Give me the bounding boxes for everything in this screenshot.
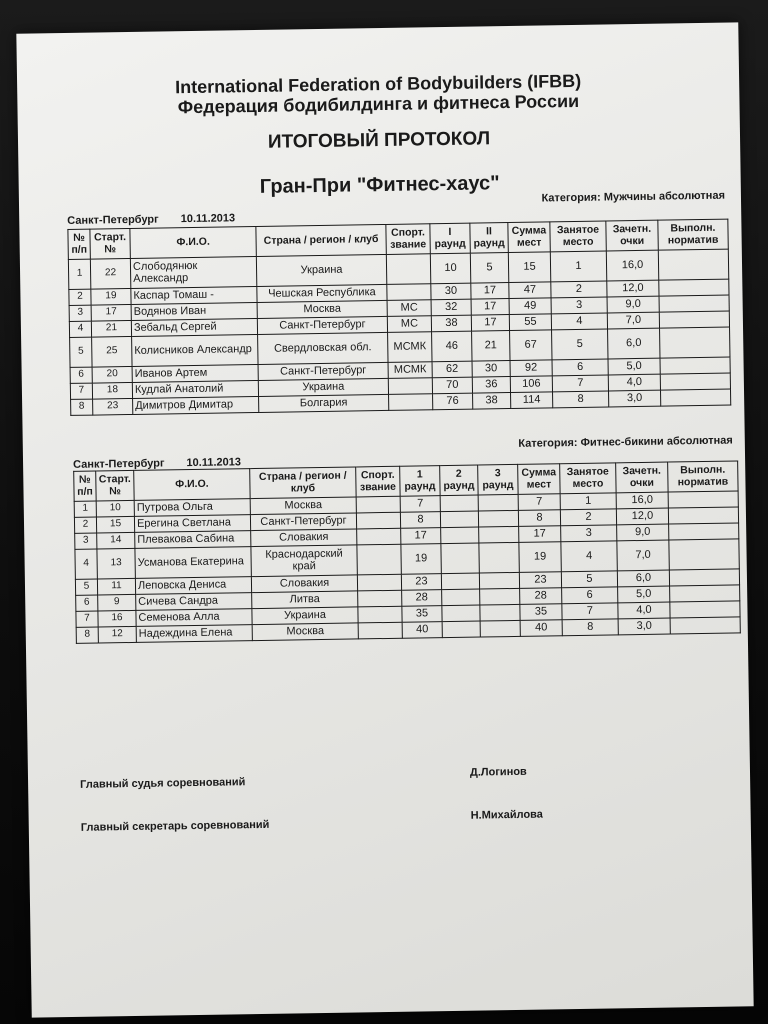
cell-norm [658,249,728,280]
cell-place: 6 [562,587,618,604]
cell-start: 12 [98,626,136,643]
cell-n: 3 [75,533,97,549]
cell-r3 [480,620,520,637]
cell-sum: 28 [520,588,562,605]
column-header: Сумма мест [518,464,560,495]
cell-norm [670,585,740,602]
cell-rank [358,590,402,607]
cell-norm [660,327,730,358]
cell-points: 7,0 [617,540,669,571]
cell-norm [659,279,729,296]
cell-r1: 35 [402,606,442,623]
bikini-results-table [73,460,741,643]
cell-rank [356,496,400,513]
cell-norm [668,507,738,524]
cell-rank: МС [387,316,431,333]
cell-norm [660,389,730,406]
cell-n: 8 [71,399,93,415]
cell-r3 [479,526,519,543]
cell-name: Кудлай Анатолий [132,380,258,398]
cell-points: 9,0 [617,524,669,541]
cell-place: 7 [552,375,608,392]
cell-r1: 23 [401,574,441,591]
cell-name: Усманова Екатерина [135,547,251,579]
cell-name: Иванов Артем [132,364,258,382]
cell-points: 4,0 [618,602,670,619]
cell-start: 10 [96,500,134,517]
cell-n: 7 [70,383,92,399]
cell-rank [386,254,430,285]
cell-r1: 7 [400,496,440,513]
cell-r1: 38 [431,315,471,332]
cell-r2: 17 [471,315,509,332]
cell-r1: 62 [432,361,472,378]
event-title: Гран-При "Фитнес-хаус" [259,172,500,198]
cell-points: 5,0 [608,358,660,375]
cell-region: Москва [257,300,387,318]
cell-norm [659,295,729,312]
cell-sum: 19 [519,542,561,573]
column-header: Ф.И.О. [134,469,250,501]
cell-place: 2 [560,509,616,526]
cell-name: Каспар Томаш - [131,286,257,304]
cell-r2: 30 [472,361,510,378]
cell-n: 1 [74,501,96,517]
men-date: 10.11.2013 [180,212,236,226]
cell-n: 5 [70,337,92,367]
cell-name: Колисников Александр [132,334,258,366]
cell-place: 4 [561,541,617,572]
cell-region: Москва [252,623,358,641]
cell-rank: МСМК [388,362,432,379]
cell-start: 18 [92,382,132,399]
cell-place: 7 [562,603,618,620]
cell-rank [388,378,432,395]
column-header: Зачетн. очки [606,220,658,251]
cell-name: Леповска Дениса [135,577,251,595]
cell-name: Зебальд Сергей [131,318,257,336]
cell-r2: 38 [473,393,511,410]
chief-judge-name: Д.Логинов [469,765,527,779]
column-header: 1 раунд [400,466,440,497]
cell-name: Семенова Алла [136,609,252,627]
cell-r2 [440,511,478,528]
cell-r2 [440,495,478,512]
cell-start: 16 [98,610,136,627]
cell-r3 [479,542,519,573]
cell-rank [357,544,401,575]
column-header: Старт. № [96,470,134,501]
cell-rank: МС [387,300,431,317]
column-header: Страна / регион / клуб [256,224,386,256]
cell-r1: 10 [430,253,470,284]
bikini-table-body [74,491,740,643]
cell-points: 5,0 [618,586,670,603]
cell-r1: 28 [402,590,442,607]
cell-n: 1 [68,259,90,289]
cell-points: 3,0 [618,618,670,635]
cell-start: 25 [92,336,132,367]
cell-start: 17 [91,304,131,321]
cell-norm [659,311,729,328]
federation-name-ru: Федерация бодибилдинга и фитнеса России [177,90,580,118]
column-header: Выполн. норматив [668,461,738,492]
cell-start: 11 [97,578,135,595]
cell-name: Надеждина Елена [136,625,252,643]
cell-sum: 23 [519,572,561,589]
cell-region: Краснодарский край [251,545,357,577]
cell-r2 [441,573,479,590]
cell-r2: 36 [472,377,510,394]
cell-start: 20 [92,366,132,383]
chief-judge-label: Главный судья соревнований [80,776,246,791]
cell-rank [358,606,402,623]
column-header: Зачетн. очки [616,462,668,493]
column-header: Выполн. норматив [658,219,728,250]
column-header: Сумма мест [508,222,550,253]
cell-sum: 17 [519,526,561,543]
cell-name: Сичева Сандра [136,593,252,611]
column-header: Старт. № [90,228,130,259]
cell-norm [668,491,738,508]
cell-n: 6 [70,367,92,383]
cell-r2: 5 [470,253,508,284]
cell-norm [669,523,739,540]
men-table-body [68,249,730,415]
cell-place: 4 [551,313,607,330]
cell-sum: 92 [510,360,552,377]
protocol-sheet [16,22,753,1017]
cell-points: 12,0 [616,508,668,525]
men-category: Категория: Мужчины абсолютная [541,189,726,205]
cell-sum: 35 [520,604,562,621]
cell-rank [387,284,431,301]
cell-r3 [478,494,518,511]
cell-norm [669,569,739,586]
cell-sum: 55 [509,314,551,331]
cell-start: 9 [98,594,136,611]
cell-region: Свердловская обл. [258,332,388,364]
cell-points: 6,0 [617,570,669,587]
cell-n: 6 [76,595,98,611]
column-header: Занятое место [550,221,606,252]
cell-place: 8 [562,619,618,636]
cell-start: 13 [97,548,135,579]
cell-name: Слободянюк Александр [130,256,256,288]
cell-place: 5 [561,571,617,588]
cell-points: 16,0 [606,250,658,281]
cell-rank [358,622,402,639]
cell-rank [357,528,401,545]
cell-start: 19 [91,288,131,305]
bikini-city: Санкт-Петербург [73,457,165,471]
cell-name: Путрова Ольга [134,499,250,517]
cell-r2: 21 [472,331,510,362]
cell-start: 15 [96,516,134,533]
column-header: 3 раунд [478,464,518,495]
men-results-table [67,219,731,416]
cell-r2 [442,589,480,606]
cell-region: Москва [250,497,356,515]
column-header: Ф.И.О. [130,226,256,258]
cell-norm [670,601,740,618]
cell-r3 [480,588,520,605]
cell-region: Санкт-Петербург [250,513,356,531]
cell-r2: 17 [471,283,509,300]
cell-points: 7,0 [607,312,659,329]
cell-name: Водянов Иван [131,302,257,320]
cell-points: 9,0 [607,296,659,313]
column-header: II раунд [470,223,508,254]
cell-region: Санкт-Петербург [257,316,387,334]
cell-place: 1 [560,493,616,510]
cell-points: 3,0 [609,390,661,407]
cell-points: 16,0 [616,492,668,509]
document-title: ИТОГОВЫЙ ПРОТОКОЛ [267,128,491,153]
cell-rank [389,394,433,411]
cell-n: 5 [75,579,97,595]
column-header: Спорт. звание [356,466,400,497]
cell-place: 1 [550,251,606,282]
cell-norm [669,539,739,570]
cell-place: 3 [551,297,607,314]
cell-r2 [442,605,480,622]
cell-r1: 40 [402,622,442,639]
cell-r3 [478,510,518,527]
cell-sum: 8 [518,510,560,527]
cell-rank [356,512,400,529]
cell-region: Украина [256,254,386,286]
men-location-date [67,212,257,227]
cell-norm [660,373,730,390]
cell-n: 2 [74,517,96,533]
cell-sum: 47 [509,282,551,299]
cell-points: 4,0 [608,374,660,391]
cell-sum: 114 [511,392,553,409]
cell-sum: 40 [520,620,562,637]
cell-place: 3 [561,525,617,542]
cell-r1: 30 [431,283,471,300]
cell-r1: 32 [431,299,471,316]
cell-n: 2 [69,289,91,305]
cell-region: Украина [252,607,358,625]
cell-start: 14 [97,532,135,549]
cell-region: Украина [258,378,388,396]
cell-r2 [442,621,480,638]
cell-n: 7 [76,611,98,627]
cell-n: 3 [69,305,91,321]
cell-name: Плевакова Сабина [135,531,251,549]
cell-rank [357,574,401,591]
cell-name: Ерегина Светлана [134,515,250,533]
cell-rank: МСМК [388,332,432,363]
men-city: Санкт-Петербург [67,213,159,227]
cell-region: Санкт-Петербург [258,362,388,380]
column-header: Страна / регион / клуб [250,467,356,499]
cell-sum: 49 [509,298,551,315]
federation-name-en: International Federation of Bodybuilders (IFBB) [175,70,582,98]
cell-start: 21 [91,320,131,337]
cell-region: Чешская Республика [257,284,387,302]
cell-r1: 8 [400,512,440,529]
cell-norm [670,617,740,634]
cell-n: 4 [69,321,91,337]
cell-norm [660,357,730,374]
cell-sum: 106 [510,376,552,393]
cell-r1: 76 [433,393,473,410]
cell-points: 12,0 [607,280,659,297]
cell-region: Словакия [251,529,357,547]
cell-r1: 70 [432,377,472,394]
cell-points: 6,0 [608,328,660,359]
cell-r1: 19 [401,544,441,575]
cell-name: Димитров Димитар [133,396,259,414]
cell-region: Словакия [251,575,357,593]
cell-region: Литва [252,591,358,609]
cell-region: Болгария [259,394,389,412]
cell-r2 [441,543,479,574]
chief-secretary-label: Главный секретарь соревнований [80,818,270,834]
cell-place: 6 [552,359,608,376]
cell-place: 8 [553,391,609,408]
cell-r3 [479,572,519,589]
cell-sum: 67 [510,330,552,361]
bikini-category: Категория: Фитнес-бикини абсолютная [518,434,733,450]
cell-place: 5 [552,329,608,360]
cell-r2: 17 [471,299,509,316]
cell-r1: 46 [432,331,472,362]
column-header: № п/п [74,471,96,501]
column-header: Спорт. звание [386,224,430,255]
cell-sum: 7 [518,494,560,511]
column-header: 2 раунд [440,465,478,496]
column-header: № п/п [68,229,90,259]
cell-r1: 17 [401,528,441,545]
column-header: Занятое место [560,463,616,494]
cell-n: 4 [75,549,97,579]
chief-secretary-name: Н.Михайлова [470,808,543,822]
bikini-date: 10.11.2013 [186,456,242,470]
cell-n: 8 [76,627,98,643]
cell-r2 [441,527,479,544]
cell-start: 22 [90,258,130,289]
cell-r3 [480,604,520,621]
cell-sum: 15 [508,252,550,283]
column-header: I раунд [430,223,470,254]
cell-start: 23 [93,398,133,415]
cell-place: 2 [551,281,607,298]
